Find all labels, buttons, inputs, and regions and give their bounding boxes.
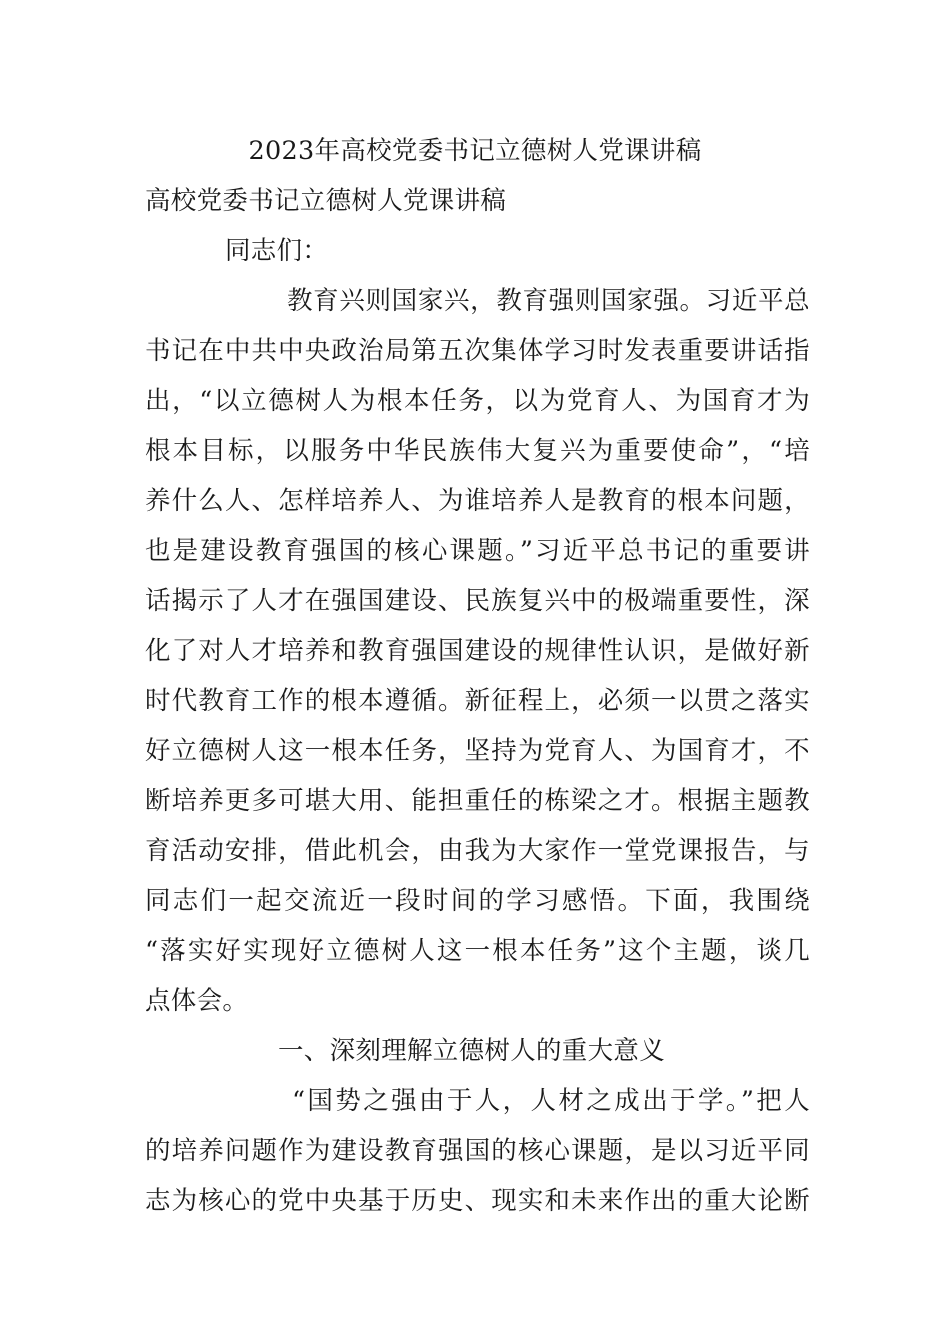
paragraph-line: 志为核心的党中央基于历史、现实和未来作出的重大论断 [145,1186,810,1216]
paragraph-line: 也是建设教育强国的核心课题。”习近平总书记的重要讲 [145,536,810,566]
section-heading: 一、深刻理解立德树人的重大意义 [278,1036,666,1066]
paragraph-line: 的培养问题作为建设教育强国的核心课题，是以习近平同 [145,1136,810,1166]
paragraph-line: 断培养更多可堪大用、能担重任的栋梁之才。根据主题教 [145,786,810,816]
paragraph-line: 点体会。 [145,986,249,1016]
paragraph-line: 同志们一起交流近一段时间的学习感悟。下面，我围绕 [145,886,810,916]
salutation: 同志们： [225,236,329,266]
document-subtitle: 高校党委书记立德树人党课讲稿 [145,186,507,216]
paragraph-line: 根本目标，以服务中华民族伟大复兴为重要使命”，“培 [145,436,810,466]
paragraph-line: 书记在中共中央政治局第五次集体学习时发表重要讲话指 [145,336,810,366]
paragraph-line: 养什么人、怎样培养人、为谁培养人是教育的根本问题， [145,486,810,516]
paragraph-line: 育活动安排，借此机会，由我为大家作一堂党课报告，与 [145,836,810,866]
paragraph-line: 时代教育工作的根本遵循。新征程上，必须一以贯之落实 [145,686,810,716]
paragraph-line: “国势之强由于人，人材之成出于学。”把人 [292,1086,810,1116]
paragraph-line: 化了对人才培养和教育强国建设的规律性认识，是做好新 [145,636,810,666]
paragraph-line: 好立德树人这一根本任务，坚持为党育人、为国育才，不 [145,736,810,766]
paragraph-line: “落实好实现好立德树人这一根本任务”这个主题，谈几 [145,936,810,966]
paragraph-line: 话揭示了人才在强国建设、民族复兴中的极端重要性，深 [145,586,810,616]
paragraph-line: 出，“以立德树人为根本任务，以为党育人、为国育才为 [145,386,810,416]
document-title: 2023年高校党委书记立德树人党课讲稿 [248,136,702,166]
paragraph-line: 教育兴则国家兴，教育强则国家强。习近平总 [287,286,810,316]
